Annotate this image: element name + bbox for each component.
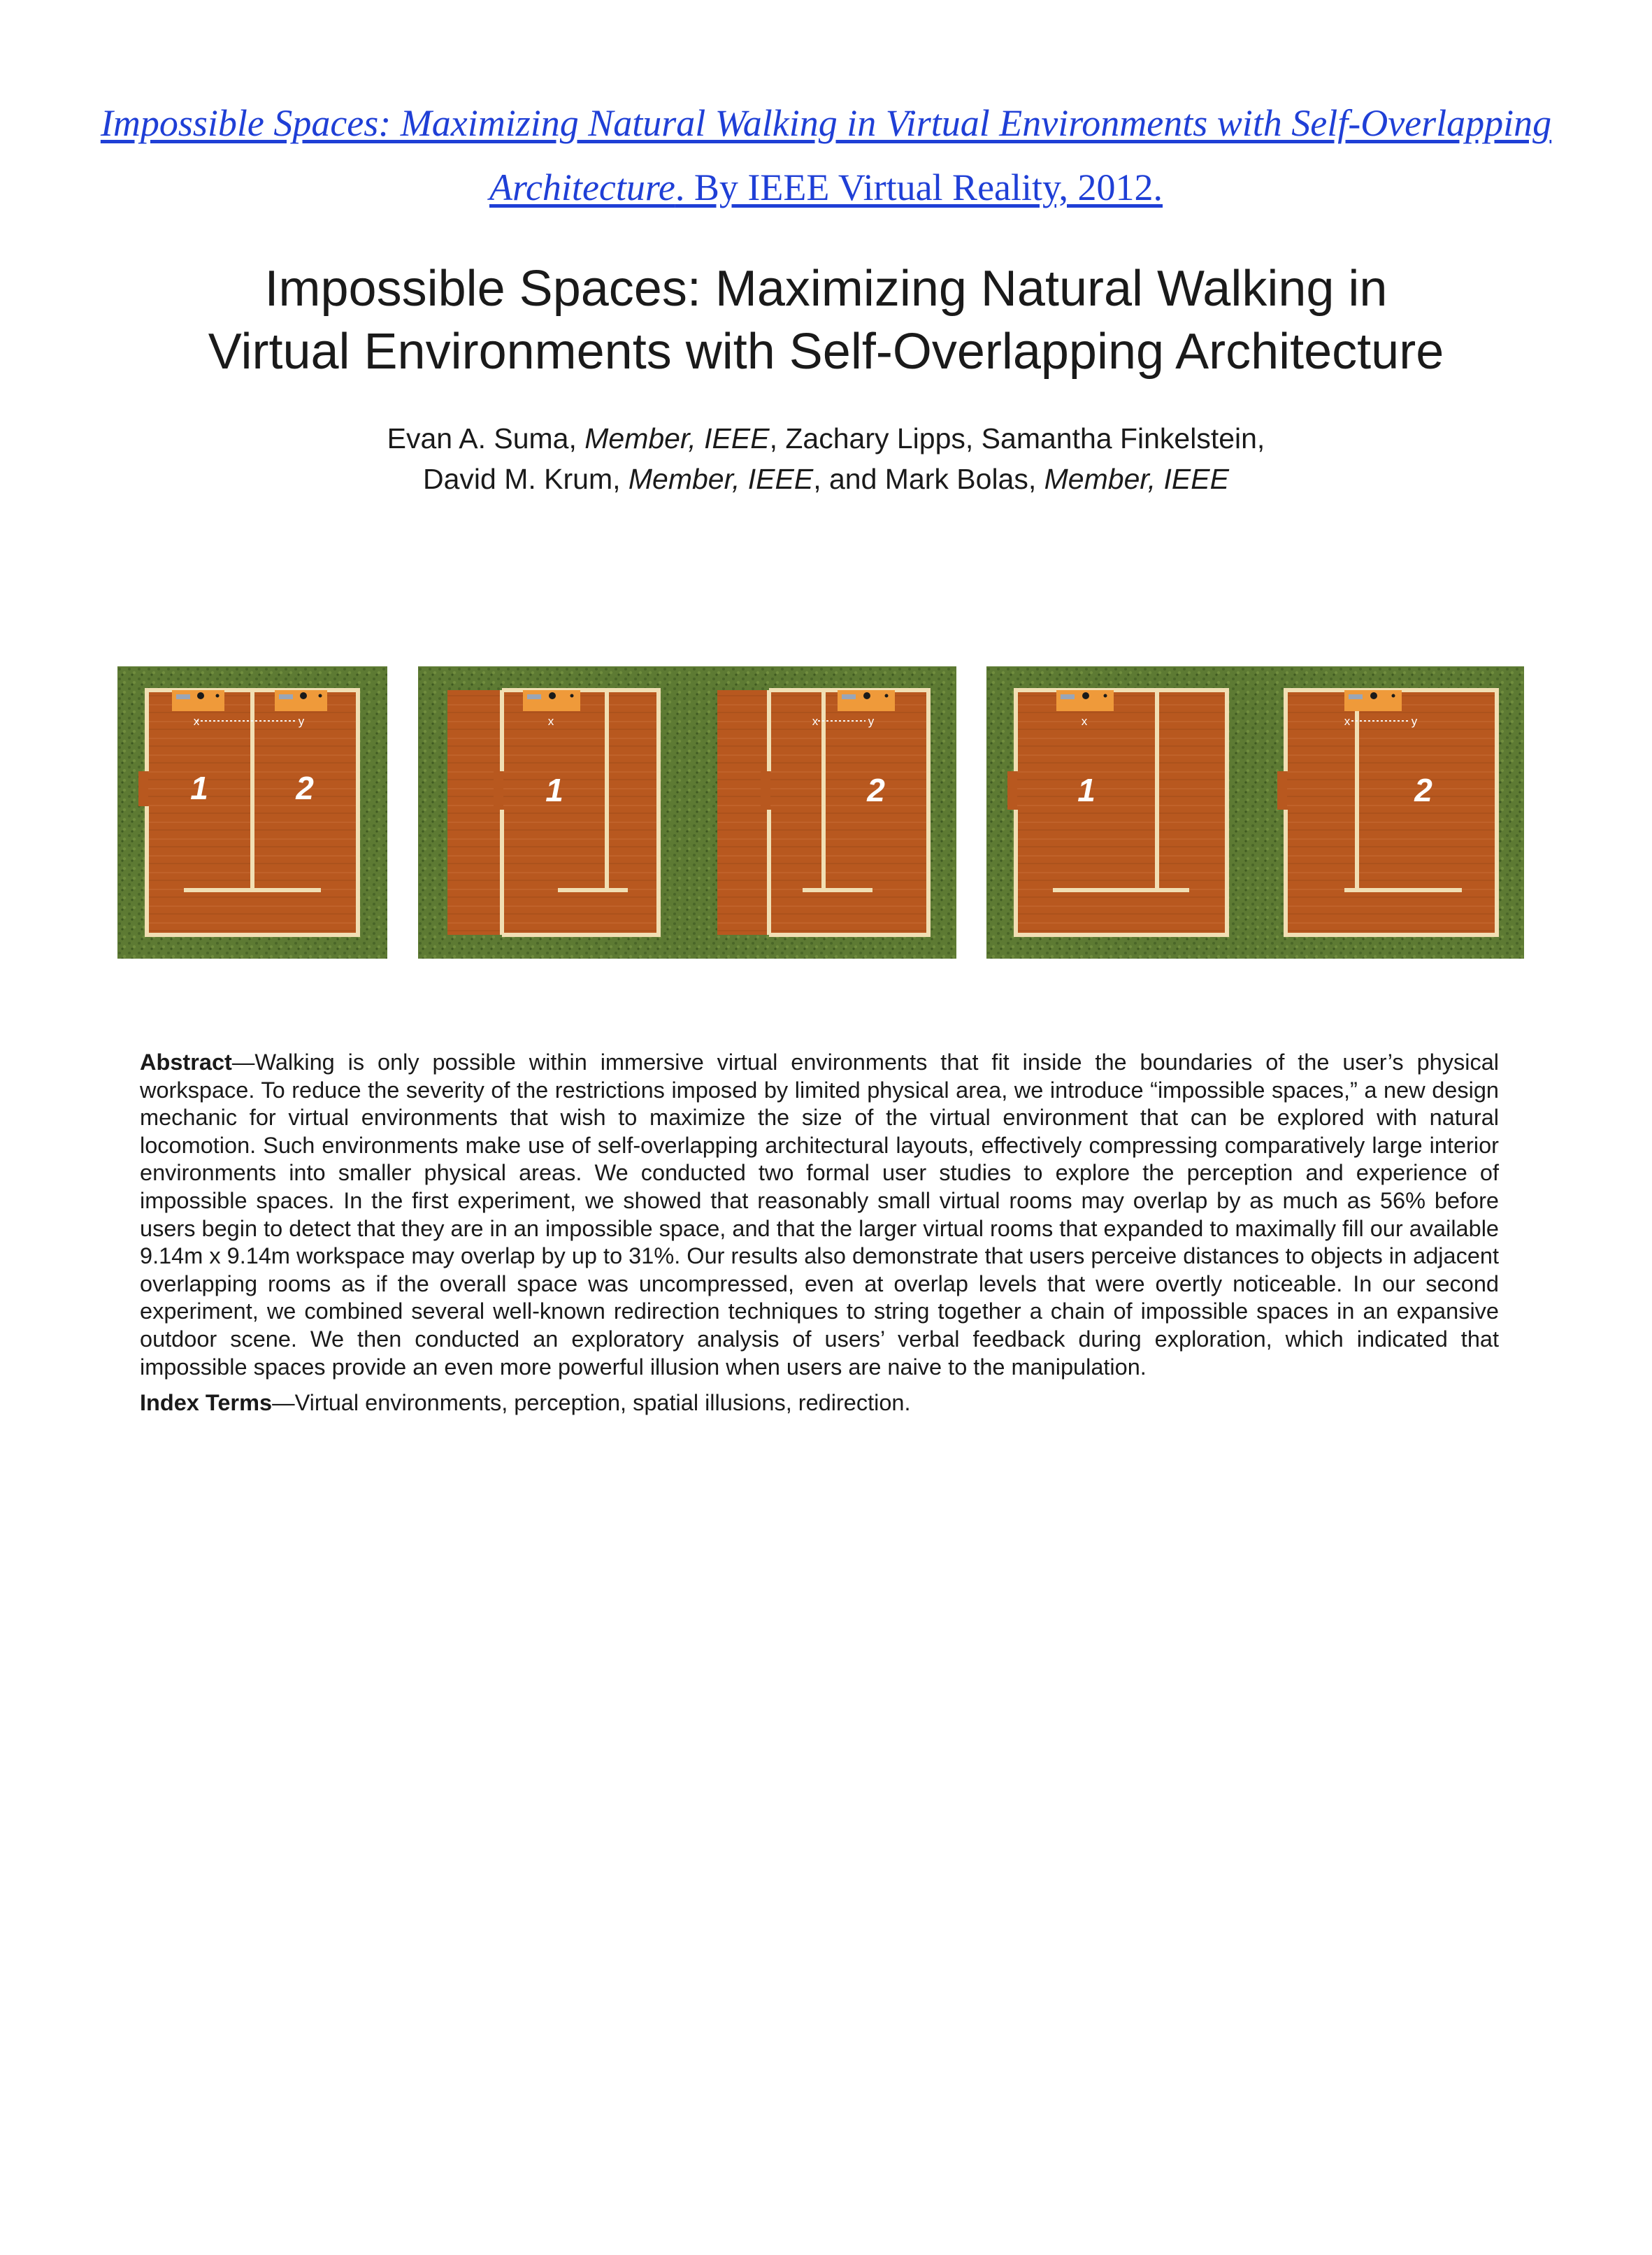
desk-icon <box>275 690 327 711</box>
citation-link[interactable] <box>101 102 1551 208</box>
marker-y: y <box>298 715 305 728</box>
floor-plan-2-svg <box>418 666 956 959</box>
abstract-label: Abstract <box>140 1050 232 1075</box>
paper-title-line1: Impossible Spaces: Maximizing Natural Walking in <box>264 261 1388 317</box>
citation-venue[interactable]: . By IEEE Virtual Reality, 2012. <box>675 166 1163 208</box>
marker-x: x <box>1081 715 1088 728</box>
abstract-section <box>140 1049 1499 1417</box>
header-citation-link[interactable] <box>84 91 1568 220</box>
figure-floor-plans <box>117 666 1524 959</box>
room-label-1: 1 <box>190 770 208 806</box>
author-role: Member, IEEE <box>628 463 814 495</box>
floor-plan-3-svg <box>986 666 1524 959</box>
index-terms-label: Index Terms <box>140 1390 273 1416</box>
room-label-2: 2 <box>1414 772 1432 808</box>
paper-title <box>84 257 1568 383</box>
room-label-1: 1 <box>545 772 563 808</box>
desk-icon <box>1344 690 1402 711</box>
marker-x: x <box>1344 715 1351 728</box>
marker-y: y <box>1411 715 1418 728</box>
desk-icon <box>838 690 895 711</box>
abstract-text: —Walking is only possible within immersive virtual environments that fit inside the boundaries of the user’s physical workspace. To reduce the severity of the restrictions imposed by limited physical area, we introduce “impossible spaces,” a new design mechanic for virtual environments that wish to maximize the size of the virtual environment that can be explored with natural locomotion. Such environments make use of self-overlapping architectural layouts, effectively compressing comparatively large interior environments into smaller physical areas. We conducted two formal user studies to explore the perception and experience of impossible spaces. In the first experiment, we showed that reasonably small virtual rooms may overlap by as much as 56% before users begin to detect that they are in an impossible space, and that the larger virtual rooms that expanded to maximally fill our available 9.14m x 9.14m workspace may overlap by up to 31%. Our results also demonstrate that users perceive distances to objects in adjacent overlapping rooms as if the overall space was uncompressed, even at overlap levels that were overtly noticeable. In our second experiment, we combined several well-known redirection techniques to string together a chain of impossible spaces in an expansive outdoor scene. We then conducted an exploratory analysis of users’ verbal feedback during exploration, which indicated that impossible spaces provide an even more powerful illusion when users are naive to the manipulation. <box>140 1050 1499 1380</box>
author-role: Member, IEEE <box>584 422 770 454</box>
abstract-paragraph <box>140 1049 1499 1381</box>
room-label-1: 1 <box>1077 772 1096 808</box>
desk-icon <box>523 690 580 711</box>
floor-plan-panel-1 <box>117 666 387 959</box>
floor-plan-panel-3 <box>986 666 1524 959</box>
author-group-1: , Zachary Lipps, Samantha Finkelstein, <box>769 422 1265 454</box>
author-bolas: , and Mark Bolas, <box>813 463 1044 495</box>
marker-x: x <box>812 715 819 728</box>
floor-plan-1-svg <box>117 666 387 959</box>
marker-x: x <box>193 715 200 728</box>
author-krum: David M. Krum, <box>423 463 629 495</box>
room-label-2: 2 <box>296 770 314 806</box>
index-terms-paragraph <box>140 1389 1499 1417</box>
room-label-2: 2 <box>867 772 885 808</box>
citation-title[interactable]: Impossible Spaces: Maximizing Natural Walking in Virtual Environments with Self-Overlapping Architecture <box>100 102 1552 208</box>
floor-plan-panel-2 <box>418 666 956 959</box>
author-role: Member, IEEE <box>1044 463 1229 495</box>
desk-icon <box>1056 690 1114 711</box>
paper-title-line2: Virtual Environments with Self-Overlapping Architecture <box>208 324 1444 380</box>
desk-icon <box>172 690 224 711</box>
index-terms-text: —Virtual environments, perception, spatial illusions, redirection. <box>272 1390 911 1416</box>
author-list <box>84 418 1568 499</box>
author-suma: Evan A. Suma, <box>387 422 585 454</box>
marker-y: y <box>868 715 875 728</box>
marker-x: x <box>547 715 554 728</box>
